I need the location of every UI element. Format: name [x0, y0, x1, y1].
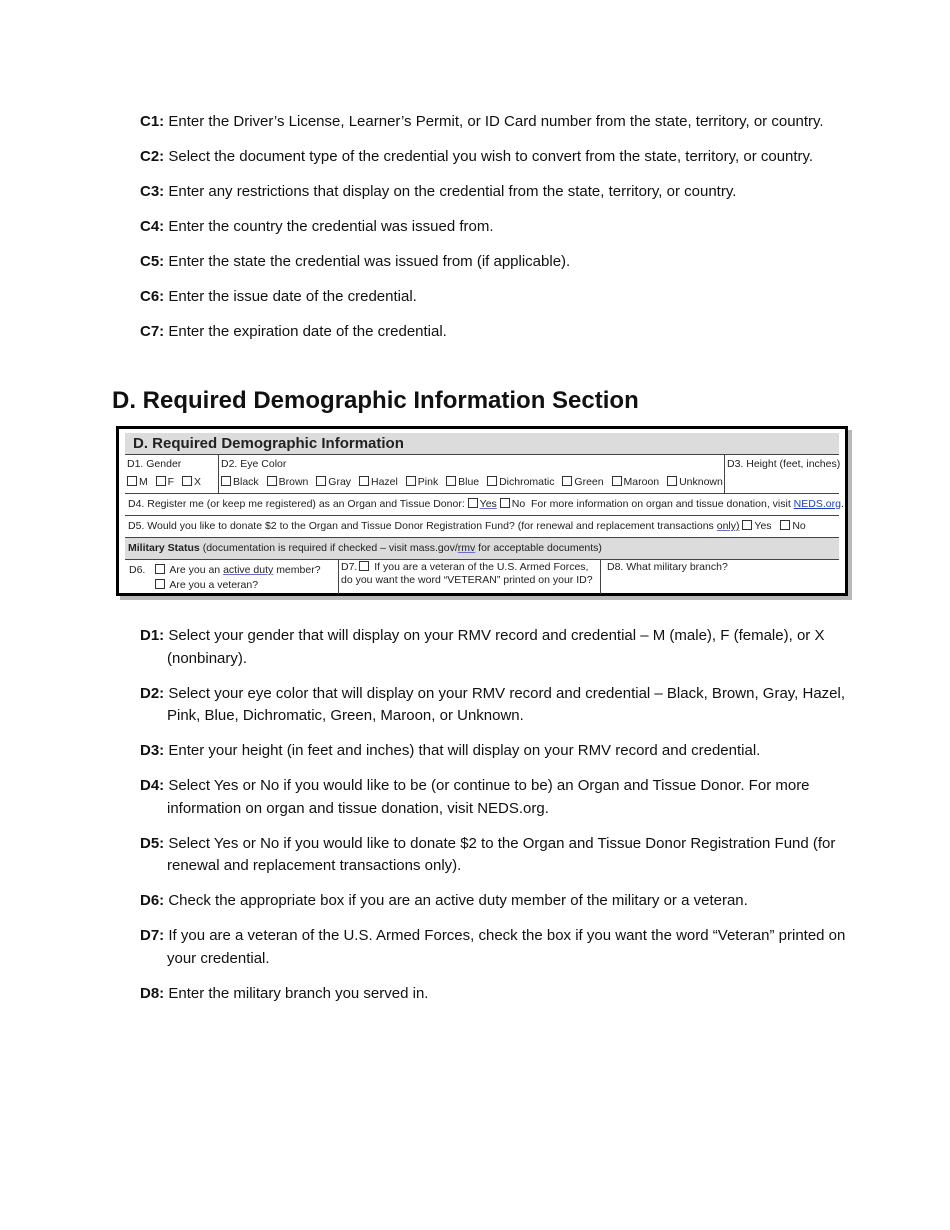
checkbox: [446, 476, 456, 486]
item-text: Enter the state the credential was issued from (if applicable).: [168, 253, 571, 270]
gender-options: [127, 476, 206, 488]
item-code: C3:: [140, 183, 165, 200]
eye-option: Hazel: [359, 476, 398, 488]
d7-line2: do you want the word “VETERAN” printed on your ID?: [341, 574, 593, 586]
d2-cell: [218, 455, 724, 493]
eye-option: Gray: [316, 476, 351, 488]
item-text: Enter any restrictions that display on the credential from the state, territory, or country.: [168, 183, 737, 200]
list-item: [140, 740, 870, 763]
checkbox: [359, 476, 369, 486]
item-code: D6:: [140, 892, 165, 909]
d5-no: No: [792, 520, 806, 532]
form-row-d4: [125, 494, 844, 516]
eye-option: Blue: [446, 476, 479, 488]
list-item: [140, 321, 870, 344]
checkbox-yes: [742, 520, 752, 530]
c-instructions-list: [140, 111, 870, 356]
item-code: C7:: [140, 323, 165, 340]
item-code: C5:: [140, 253, 165, 270]
d5-yes: Yes: [754, 520, 772, 532]
checkbox: [155, 579, 165, 589]
item-text: If you are a veteran of the U.S. Armed Forces, check the box if you want the word “Veteran” printed on your credential.: [167, 927, 846, 967]
checkbox: [316, 476, 326, 486]
eye-option: Green: [562, 476, 603, 488]
checkbox-no: [500, 498, 510, 508]
d4-text: D4. Register me (or keep me registered) as an Organ and Tissue Donor:: [128, 498, 465, 510]
checkbox-no: [780, 520, 790, 530]
list-item: [140, 216, 870, 239]
checkbox: [487, 476, 497, 486]
military-note: (documentation is required if checked – visit mass.gov/: [202, 542, 458, 554]
eye-option: Pink: [406, 476, 438, 488]
item-code: D4:: [140, 777, 165, 794]
checkbox-m: [127, 476, 137, 486]
item-text: Select Yes or No if you would like to be (or continue to be) an Organ and Tissue Donor. For more information on organ and tissue donation, visit NEDS.org.: [167, 777, 810, 817]
military-note-rmv: rmv: [457, 542, 476, 554]
item-text: Select Yes or No if you would like to donate $2 to the Organ and Tissue Donor Registration Fund (for renewal and replacement transactions only).: [167, 834, 836, 874]
item-text: Enter the issue date of the credential.: [168, 288, 417, 305]
d1-cell: [125, 455, 218, 493]
checkbox-f: [156, 476, 166, 486]
checkbox: [406, 476, 416, 486]
d1-label: D1. Gender: [127, 458, 182, 470]
list-item: [140, 111, 870, 134]
gender-option: M: [127, 476, 148, 488]
list-item: [140, 890, 870, 913]
d4-no: No: [511, 498, 526, 510]
item-code: D8:: [140, 984, 165, 1002]
eye-option: Unknown: [667, 476, 723, 488]
d5-text: D5. Would you like to donate $2 to the Organ and Tissue Donor Registration Fund? (for renewal and replacement transactions: [128, 520, 714, 532]
item-code: D7:: [140, 927, 165, 944]
d6-cell: [125, 560, 338, 594]
demographic-form-image: [116, 426, 848, 596]
checkbox: [359, 561, 369, 571]
d4-yes: Yes: [479, 498, 497, 510]
list-item: [140, 625, 870, 670]
item-text: Enter the country the credential was issued from.: [168, 218, 494, 235]
item-code: C1:: [140, 113, 165, 130]
military-label: Military Status: [128, 542, 200, 554]
d8-label: D8. What military branch?: [607, 561, 728, 573]
d7-cell: [338, 560, 600, 594]
item-text: Enter the expiration date of the credential.: [168, 323, 447, 340]
item-text: Check the appropriate box if you are an active duty member of the military or a veteran.: [168, 892, 748, 909]
item-code: D3:: [140, 742, 165, 759]
form-row-military-status: [125, 538, 839, 560]
item-code: C2:: [140, 148, 165, 165]
list-item: [140, 775, 870, 820]
item-code: C6:: [140, 288, 165, 305]
checkbox: [267, 476, 277, 486]
list-item: [140, 181, 870, 204]
item-code: D1:: [140, 627, 165, 644]
gender-option: X: [182, 476, 201, 488]
d6-label: D6.: [129, 564, 146, 576]
eye-option: Black: [221, 476, 259, 488]
item-text: Enter the Driver’s License, Learner’s Permit, or ID Card number from the state, territory, or country.: [168, 113, 824, 130]
item-text: Select the document type of the credential you wish to convert from the state, territory, or country.: [168, 148, 814, 165]
form-row-military: [125, 560, 839, 594]
item-code: D2:: [140, 684, 165, 702]
military-note-end: for acceptable documents): [478, 542, 602, 554]
item-text: Select your eye color that will display on your RMV record and credential – Black, Brown, Gray, Hazel, Pink, Blue, Dichromatic, Green, Maroon, or Unknown.: [167, 684, 846, 724]
item-code: D5:: [140, 834, 165, 852]
eye-option: Dichromatic: [487, 476, 554, 488]
checkbox-x: [182, 476, 192, 486]
list-item: [140, 146, 870, 169]
checkbox: [667, 476, 677, 486]
item-text: Enter the military branch you served in.: [168, 984, 429, 1002]
item-text: Enter your height (in feet and inches) that will display on your RMV record and credential.: [168, 742, 761, 759]
d6-question-active: Are you an active duty member?: [155, 564, 321, 576]
d-instructions-list: [140, 625, 870, 1018]
d4-more: For more information on organ and tissue donation, visit: [531, 498, 791, 510]
d5-only: only): [716, 520, 740, 532]
form-row-gender-eye-height: [125, 454, 839, 494]
gender-option: F: [156, 476, 174, 488]
eye-option: Maroon: [612, 476, 660, 488]
d8-cell: [600, 560, 839, 594]
eye-color-options: [221, 476, 728, 488]
section-heading: D. Required Demographic Information Section: [112, 387, 639, 414]
d6-question-veteran: Are you a veteran?: [155, 579, 258, 591]
checkbox: [155, 564, 165, 574]
list-item: [140, 683, 870, 728]
checkbox: [221, 476, 231, 486]
item-code: C4:: [140, 218, 165, 235]
d4-end: .: [840, 498, 844, 510]
list-item: [140, 983, 870, 1006]
item-text: Select your gender that will display on your RMV record and credential – M (male), F (female), or X (nonbinary).: [167, 627, 825, 667]
checkbox-yes: [468, 498, 478, 508]
eye-option: Brown: [267, 476, 309, 488]
d7-line1: D7. If you are a veteran of the U.S. Armed Forces,: [341, 561, 589, 573]
d2-label: D2. Eye Color: [221, 458, 287, 470]
list-item: [140, 833, 870, 878]
neds-link: NEDS.org: [793, 498, 841, 510]
checkbox: [562, 476, 572, 486]
form-row-d5: [125, 516, 839, 538]
list-item: [140, 251, 870, 274]
list-item: [140, 286, 870, 309]
d3-label: D3. Height (feet, inches): [727, 458, 841, 470]
checkbox: [612, 476, 622, 486]
form-title: D. Required Demographic Information: [125, 433, 839, 454]
d3-cell: [724, 455, 839, 493]
list-item: [140, 925, 870, 970]
